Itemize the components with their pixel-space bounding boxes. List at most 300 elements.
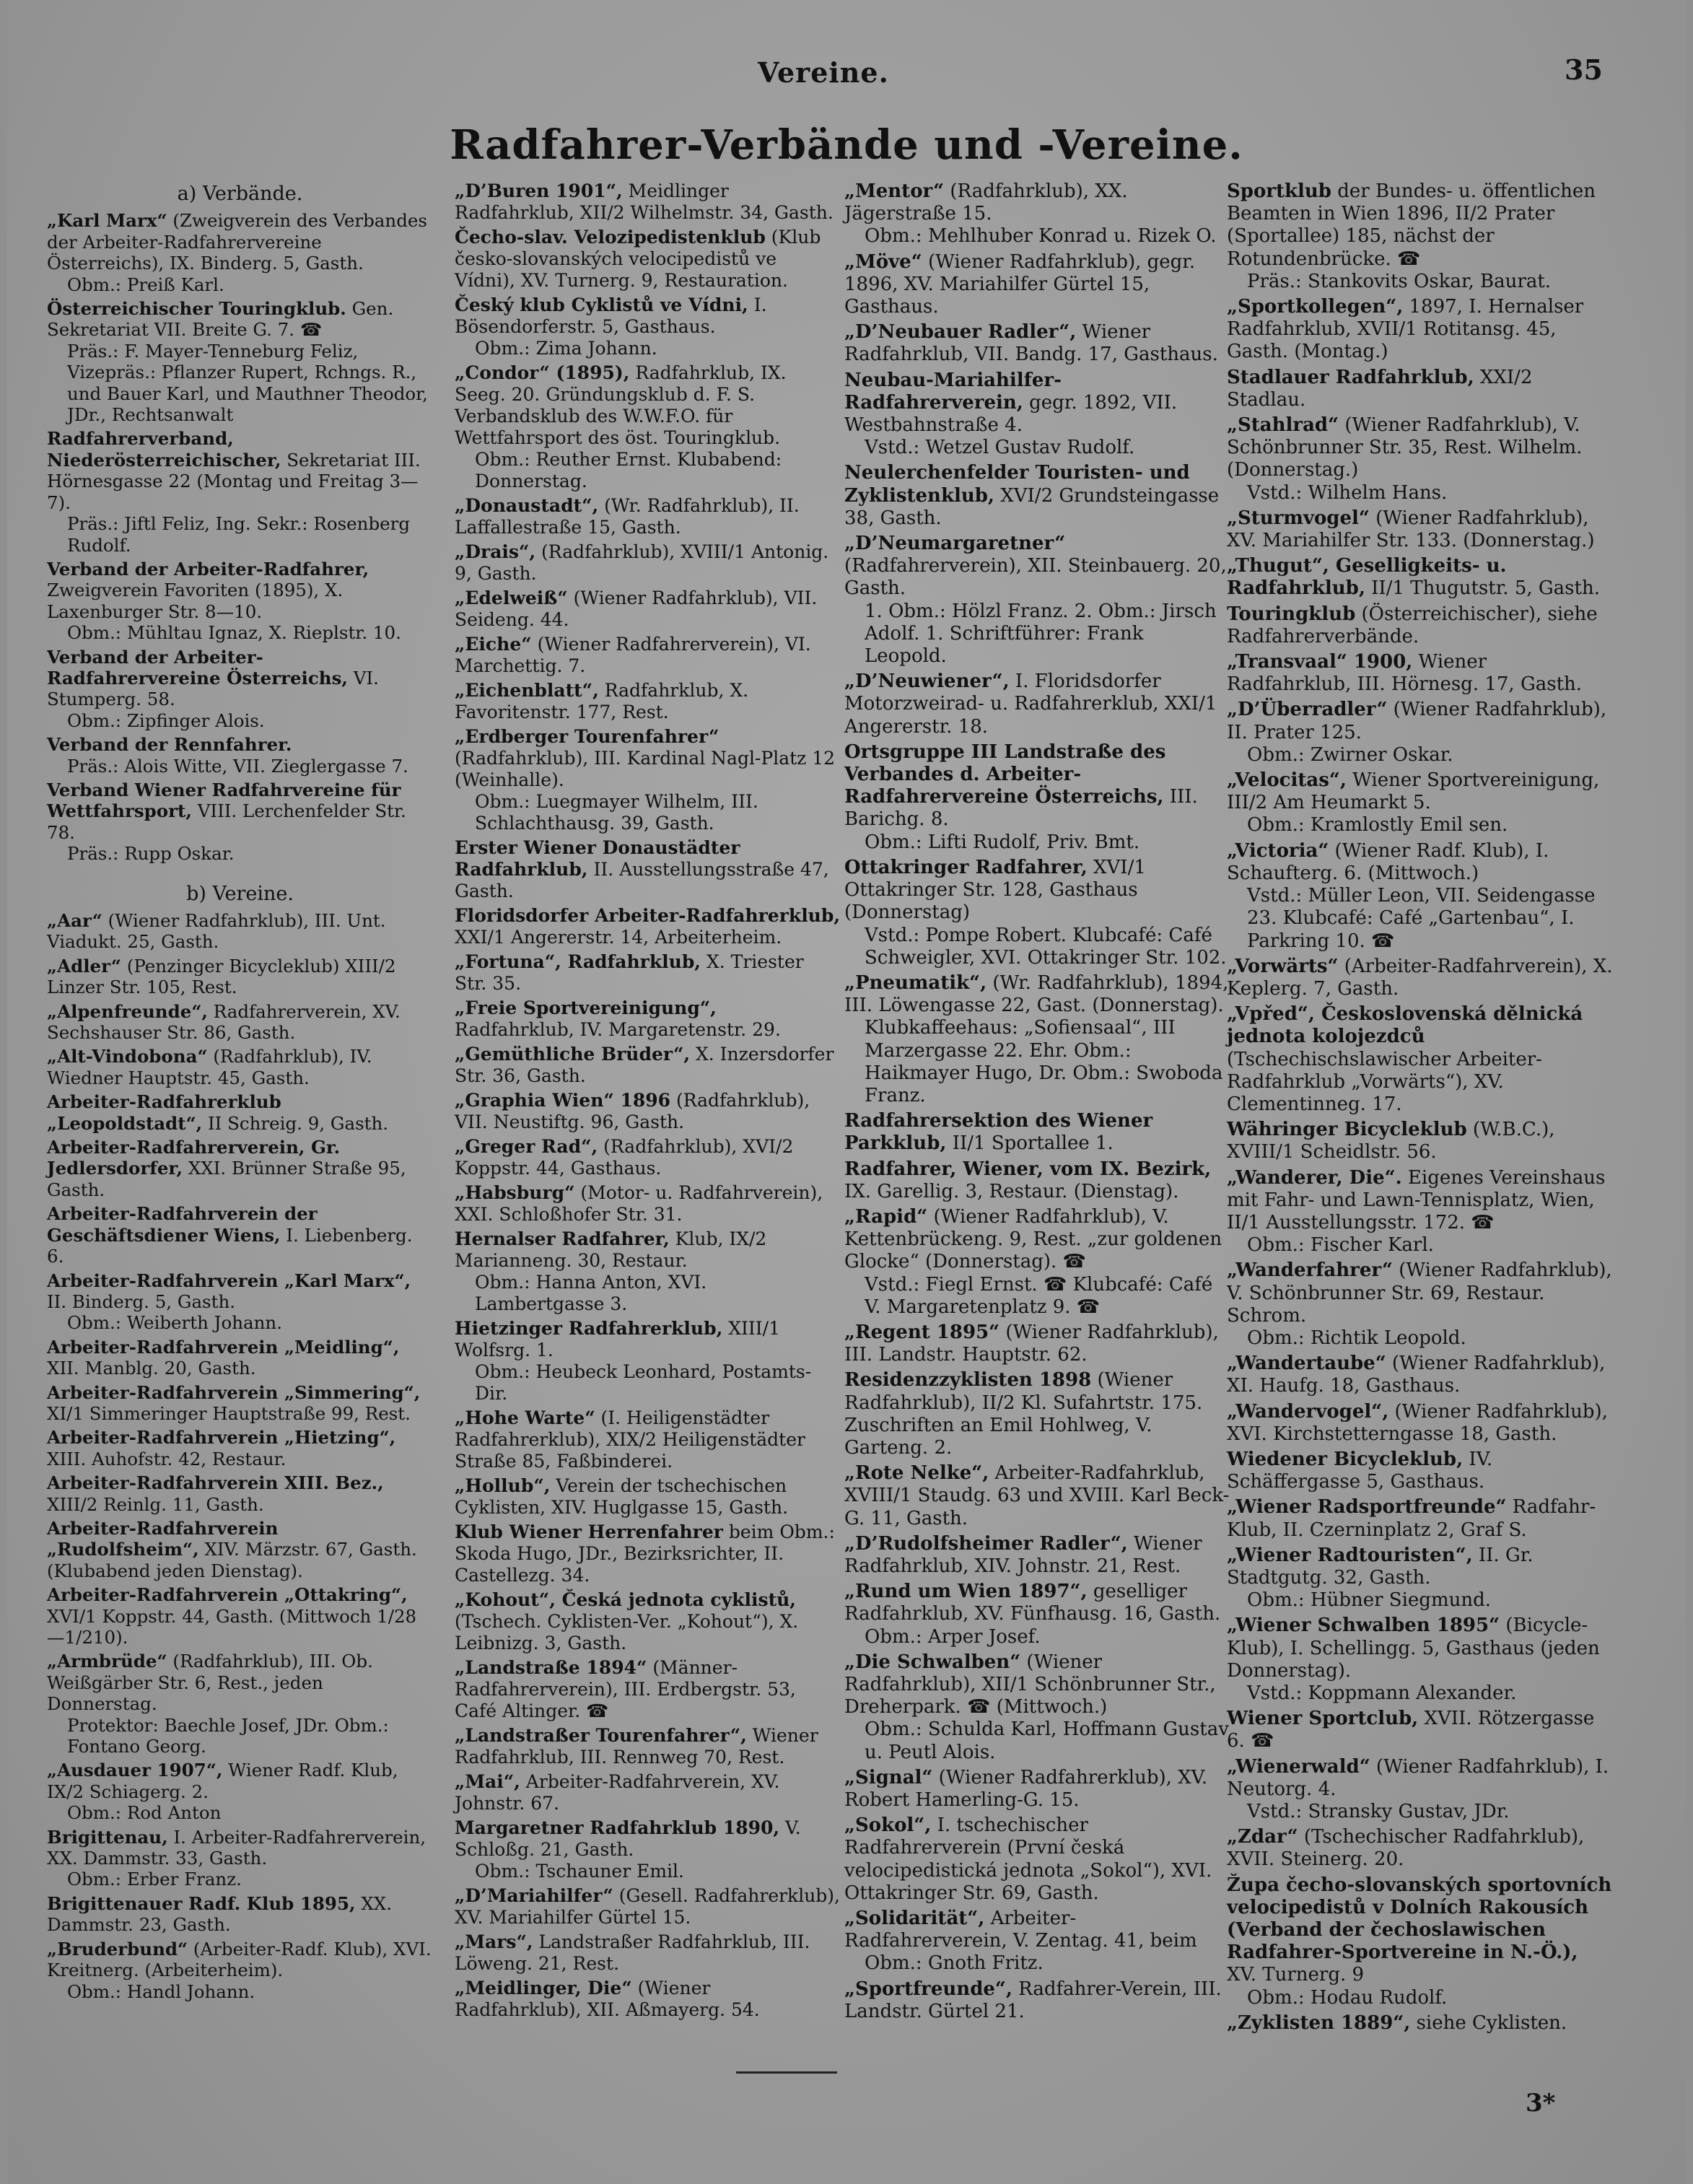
entry-address: XVI/2 Grundsteingasse 38, Gasth. xyxy=(844,484,1220,529)
directory-entry xyxy=(47,1091,433,1134)
entry-officers: Obm.: Hübner Siegmund. xyxy=(1247,1589,1491,1612)
entry-address: (Wiener Radfahrklub), gegr. 1896, XV. Mariahilfer Gürtel 15, Gasthaus. xyxy=(844,250,1196,318)
entry-address: Eigenes Vereinshaus mit Fahr- und Lawn-Tennisplatz, Wien, II/1 Ausstellungsstr. 172. ☎ xyxy=(1227,1166,1606,1233)
entry-name: Radfahrersektion des Wiener Parkklub, xyxy=(844,1110,1153,1155)
directory-entry xyxy=(455,1090,841,1133)
directory-entry xyxy=(455,1931,841,1975)
directory-entry xyxy=(844,1206,1230,1319)
running-header xyxy=(7,53,1686,92)
directory-entry xyxy=(1227,1826,1613,1871)
entry-name: „Velocitas“, xyxy=(1227,769,1347,792)
entry-name: „Victoria“ xyxy=(1227,839,1329,862)
entry-officers: Vstd.: Fiegl Ernst. ☎ Klubcafé: Café V. Margaretenplatz 9. ☎ xyxy=(865,1273,1213,1318)
directory-entry xyxy=(1227,1496,1613,1541)
entry-name: Župa čecho-slovanských sportovních velocipedistů v Dolních Rakousích (Verband der čechoslawischen Radfahrer-Sportvereine in N.-Ö.), xyxy=(1227,1874,1612,1964)
entry-name: „Pneumatik“, xyxy=(844,971,987,994)
directory-entry xyxy=(455,1885,841,1929)
directory-entry xyxy=(47,210,433,295)
entry-address: X. Triester Str. 35. xyxy=(455,951,804,994)
entry-name: Stadlauer Radfahrklub, xyxy=(1227,366,1474,388)
entry-address: Landstraßer Radfahrklub, III. Löweng. 21, Rest. xyxy=(455,1931,810,1974)
section-title: Vereine. xyxy=(758,56,889,89)
entry-officers: Obm.: Weiberth Johann. xyxy=(67,1312,282,1334)
directory-entry xyxy=(844,1978,1230,2023)
entry-address: gegr. 1892, VII. Westbahnstraße 4. xyxy=(844,391,1178,437)
entry-name: Verband der Arbeiter-Radfahrer, xyxy=(47,558,369,580)
entry-address: Zweigverein Favoriten (1895), X. Laxenburger Str. 8—10. xyxy=(47,580,344,622)
entry-name: „D’Rudolfsheimer Radler“, xyxy=(844,1532,1128,1555)
entry-officers: Obm.: Hodau Rudolf. xyxy=(1247,1986,1448,2009)
directory-entry xyxy=(1227,1708,1613,1752)
entry-address: (Wr. Radfahrklub), II. Laffallestraße 15, Gasth. xyxy=(455,495,800,538)
directory-entry xyxy=(455,1182,841,1226)
directory-entry xyxy=(455,541,841,585)
entry-address: (Wiener Radfahrklub), II/2 Kl. Sufahrtstr. 175. Zuschriften an Emil Hohlweg, V. Garteng. 2. xyxy=(844,1369,1203,1459)
entry-name: Brigittenauer Radf. Klub 1895, xyxy=(47,1892,356,1914)
entry-officers: Vstd.: Stransky Gustav, JDr. xyxy=(1247,1801,1510,1823)
directory-entry xyxy=(455,1318,841,1405)
directory-entry xyxy=(455,1817,841,1882)
directory-entry xyxy=(1227,296,1613,364)
entry-address: Arbeiter-Radfahrklub, XVIII/1 Staudg. 63 und XVIII. Karl Beck-G. 11, Gasth. xyxy=(844,1462,1230,1529)
entry-address: (Radfahrklub), III. Kardinal Nagl-Platz 12 (Weinhalle). xyxy=(455,748,836,790)
directory-entry xyxy=(455,294,841,359)
entry-name: „Stahlrad“ xyxy=(1227,414,1339,437)
entry-name: „D’Neumargaretner“ xyxy=(844,533,1066,555)
entry-name: „Karl Marx“ xyxy=(47,210,167,232)
entry-address: (Motor- u. Radfahrverein), XXI. Schloßhofer Str. 31. xyxy=(455,1182,823,1225)
entry-name: Margaretner Radfahrklub 1890, xyxy=(455,1817,780,1838)
entry-name: Český klub Cyklistů ve Vídni, xyxy=(455,294,748,315)
entry-name: „Fortuna“, Radfahrklub, xyxy=(455,951,701,972)
directory-entry xyxy=(455,1589,841,1654)
entry-name: Erster Wiener Donaustädter Radfahrklub, xyxy=(455,837,740,880)
subheading-verbaende: a) Verbände. xyxy=(177,183,303,205)
entry-address: (Radfahrklub), IV. Wiedner Hauptstr. 45, Gasth. xyxy=(47,1046,372,1088)
entry-address: Klub, IX/2 Marianneng. 30, Restaur. xyxy=(455,1228,767,1271)
entry-name: „Meidlinger, Die“ xyxy=(455,1978,632,1999)
entry-address: I. tschechischer Radfahrerverein (První česká velocipedistická jednota „Sokol“), XVI. Ottakringer Str. 69, Gasth. xyxy=(844,1814,1212,1904)
entry-name: „Transvaal“ 1900, xyxy=(1227,651,1413,673)
footer-rule xyxy=(736,2071,837,2074)
directory-entry xyxy=(844,1369,1230,1459)
entry-address: (Wiener Radfahrklub), XV. Mariahilfer Str. 133. (Donnerstag.) xyxy=(1227,507,1595,552)
entry-name: „Mentor“ xyxy=(844,180,945,202)
entry-name: „Rapid“ xyxy=(844,1205,928,1228)
entry-name: „Thugut“, Geselligkeits- u. Radfahrklub, xyxy=(1227,555,1507,600)
entry-officers: Obm.: Erber Franz. xyxy=(67,1869,242,1890)
entry-name: „Hollub“, xyxy=(455,1475,551,1496)
directory-entry xyxy=(1227,1545,1613,1612)
entry-name: „Die Schwalben“ xyxy=(844,1651,1021,1673)
entry-name: „Signal“ xyxy=(844,1766,933,1788)
entry-name: „Rund um Wien 1897“, xyxy=(844,1581,1088,1603)
directory-entry xyxy=(47,1893,433,1936)
entry-address: Gen. Sekretariat VII. Breite G. 7. ☎ xyxy=(47,298,394,341)
directory-entry xyxy=(455,1136,841,1179)
entry-address: (Wiener Radfahrerverein), VI. Marchettig. 7. xyxy=(455,634,811,676)
entry-name: „Condor“ (1895), xyxy=(455,362,630,383)
entry-name: Klub Wiener Herrenfahrer xyxy=(455,1521,723,1542)
entry-address: I. Liebenberg. 6. xyxy=(47,1224,413,1267)
entry-name: Verband der Arbeiter-Radfahrervereine Österreichs, xyxy=(47,646,348,689)
entry-name: „Graphia Wien“ 1896 xyxy=(455,1090,671,1111)
directory-entry xyxy=(844,741,1230,854)
directory-entry xyxy=(455,1725,841,1768)
directory-entry xyxy=(1227,956,1613,1000)
entry-name: „D’Überradler“ xyxy=(1227,699,1388,721)
entry-address: (Wiener Radfahrerklub), XV. Robert Hamerling-G. 15. xyxy=(844,1766,1208,1812)
directory-entry xyxy=(455,1978,841,2021)
entry-officers: Obm.: Tschauner Emil. xyxy=(475,1861,685,1882)
entry-name: „Sportfreunde“, xyxy=(844,1978,1012,2000)
entry-address: XVII. Rötzergasse 6. ☎ xyxy=(1227,1708,1595,1752)
entry-name: „Solidarität“, xyxy=(844,1908,985,1930)
entry-address: I. Bösendorferstr. 5, Gasthaus. xyxy=(455,294,767,337)
entry-name: Residenzzyklisten 1898 xyxy=(844,1369,1092,1392)
entry-address: (Wiener Radf. Klub), I. Schaufterg. 6. (Mittwoch.) xyxy=(1227,839,1549,884)
entry-name: Hernalser Radfahrer, xyxy=(455,1228,670,1249)
entry-address: XIII/2 Reinlg. 11, Gasth. xyxy=(47,1493,264,1515)
entry-address: (Wiener Radfahrklub), VII. Seideng. 44. xyxy=(455,588,818,630)
entry-address: III. Barichg. 8. xyxy=(844,786,1198,831)
entry-name: „Bruderbund“ xyxy=(47,1938,188,1960)
entry-address: XIII/1 Wolfsrg. 1. xyxy=(455,1318,780,1360)
entry-address: der Bundes- u. öffentlichen Beamten in Wien 1896, II/2 Prater (Sportallee) 185, nächst der Rotundenbrücke. ☎ xyxy=(1227,180,1596,270)
entry-name: Arbeiter-Radfahrerklub „Leopoldstadt“, xyxy=(47,1091,281,1134)
directory-entry xyxy=(47,1651,433,1757)
directory-entry xyxy=(844,1322,1230,1366)
entry-address: Radfahr-Klub, II. Czerninplatz 2, Graf S. xyxy=(1227,1496,1596,1541)
entry-name: „Landstraßer Tourenfahrer“, xyxy=(455,1725,747,1746)
entry-address: (I. Heiligenstädter Radfahrerklub), XIX/2 Heiligenstädter Straße 85, Faßbinderei. xyxy=(455,1407,805,1472)
directory-entry xyxy=(1227,1615,1613,1705)
entry-address: XX. Dammstr. 23, Gasth. xyxy=(47,1892,393,1936)
directory-entry xyxy=(47,1584,433,1648)
entry-address: (Wiener Radfahrklub), III. Unt. Viadukt. 25, Gasth. xyxy=(47,910,386,953)
entry-address: 1897, I. Hernalser Radfahrklub, XVII/1 Rotitansg. 45, Gasth. (Montag.) xyxy=(1227,296,1584,363)
entry-address: (Wiener Radfahrklub), XII. Aßmayerg. 54. xyxy=(455,1978,760,2020)
entry-address: Sekretariat III. Hörnesgasse 22 (Montag und Freitag 3—7). xyxy=(47,449,421,513)
directory-entry xyxy=(1227,2012,1613,2035)
entry-address: (Radfahrklub), XVIII/1 Antonig. 9, Gasth. xyxy=(455,541,829,584)
entry-address: XXI. Brünner Straße 95, Gasth. xyxy=(47,1158,406,1200)
entry-name: „Kohout“, Česká jednota cyklistů, xyxy=(455,1589,796,1610)
directory-entry xyxy=(47,428,433,555)
directory-entry xyxy=(455,1044,841,1087)
entry-officers: Obm.: Gnoth Fritz. xyxy=(865,1952,1044,1975)
directory-entry xyxy=(844,1767,1230,1812)
entry-address: Wiener Radfahrklub, III. Rennweg 70, Rest. xyxy=(455,1725,818,1768)
directory-entry xyxy=(1227,1003,1613,1116)
entry-officers: Klubkaffeehaus: „Sofiensaal“, III Marzergasse 22. Ehr. Obm.: Haikmayer Hugo, Dr. Obm.: Swoboda Franz. xyxy=(865,1017,1223,1106)
directory-entry xyxy=(844,1533,1230,1578)
entry-name: Ortsgruppe III Landstraße des Verbandes d. Arbeiter-Radfahrervereine Österreichs, xyxy=(844,741,1166,808)
directory-entry xyxy=(47,1137,433,1200)
directory-entry xyxy=(47,1939,433,2002)
entry-address: (Wiener Radfahrklub), II. Prater 125. xyxy=(1227,699,1607,743)
entry-address: Arbeiter-Radfahrerverein, V. Zentag. 41, beim xyxy=(844,1908,1197,1952)
entry-name: Touringklub xyxy=(1227,603,1356,625)
entry-name: „Möve“ xyxy=(844,250,922,273)
entry-address: V. Schloßg. 21, Gasth. xyxy=(455,1817,801,1860)
entry-list xyxy=(47,210,433,864)
entry-name: „Ausdauer 1907“, xyxy=(47,1760,223,1781)
entry-officers: Obm.: Hanna Anton, XVI. Lambertgasse 3. xyxy=(475,1272,707,1314)
entry-address: (Männer-Radfahrerverein), III. Erdbergstr. 53, Café Altinger. ☎ xyxy=(455,1657,796,1721)
entry-officers: Vstd.: Müller Leon, VII. Seidengasse 23. Klubcafé: Café „Gartenbau“, I. Parkring 10. ☎ xyxy=(1247,885,1596,952)
directory-entry xyxy=(455,227,841,292)
entry-address: II Schreig. 9, Gasth. xyxy=(202,1112,389,1134)
page-title: Radfahrer-Verbände und -Vereine. xyxy=(450,121,1243,169)
entry-officers: Obm.: Zima Johann. xyxy=(475,338,657,359)
entry-address: (Radfahrklub), III. Ob. Weißgärber Str. 6, Rest., jeden Donnerstag. xyxy=(47,1651,373,1715)
entry-name: „Adler“ xyxy=(47,955,122,977)
entry-name: „Regent 1895“ xyxy=(844,1321,1000,1343)
entry-officers: Obm.: Zipfinger Alois. xyxy=(67,709,265,731)
entry-address: (Tschechischslawischer Arbeiter-Radfahrklub „Vorwärts“), XV. Clementinneg. 17. xyxy=(1227,1048,1542,1115)
entry-name: Ottakringer Radfahrer, xyxy=(844,856,1088,878)
directory-entry xyxy=(455,1521,841,1586)
directory-entry xyxy=(1227,1401,1613,1446)
entry-name: „D’Mariahilfer“ xyxy=(455,1885,613,1906)
directory-entry xyxy=(844,1814,1230,1905)
entry-address: Wiener Radfahrklub, XIV. Johnstr. 21, Rest. xyxy=(844,1532,1202,1577)
entry-address: (Bicycle-Klub), I. Schellingg. 5, Gasthaus (jeden Donnerstag). xyxy=(1227,1615,1600,1682)
entry-officers: Obm.: Luegmayer Wilhelm, III. Schlachthausg. 39, Gasth. xyxy=(475,791,758,834)
entry-address: (Tschech. Cyklisten-Ver. „Kohout“), X. Leibnizg. 3, Gasth. xyxy=(455,1611,799,1654)
entry-name: Arbeiter-Radfahrverein XIII. Bez., xyxy=(47,1472,384,1494)
entry-officers: Vstd.: Wetzel Gustav Rudolf. xyxy=(865,437,1135,459)
entry-address: Radfahrklub, IV. Margaretenstr. 29. xyxy=(455,1019,781,1040)
entry-address: IX. Garellig. 3, Restaur. (Dienstag). xyxy=(844,1180,1179,1202)
entry-officers: Obm.: Kramlostly Emil sen. xyxy=(1247,814,1508,837)
directory-entry xyxy=(455,180,841,224)
directory-entry xyxy=(47,1337,433,1379)
directory-entry xyxy=(455,997,841,1041)
directory-entry xyxy=(47,1001,433,1044)
entry-officers: Präs.: Stankovits Oskar, Baurat. xyxy=(1247,270,1552,292)
directory-entry xyxy=(455,634,841,677)
entry-name: Wiener Sportclub, xyxy=(1227,1708,1419,1730)
entry-name: Neubau-Mariahilfer-Radfahrerverein, xyxy=(844,369,1062,414)
entry-address: (Radfahrklub), XX. Jägerstraße 15. xyxy=(844,180,1128,225)
entry-address: Wiener Radfahrklub, VII. Bandg. 17, Gasthaus. xyxy=(844,321,1218,366)
directory-entry xyxy=(47,1827,433,1890)
entry-name: „Mai“, xyxy=(455,1771,520,1792)
directory-entry xyxy=(455,837,841,902)
directory-entry xyxy=(47,1760,433,1823)
column-1 xyxy=(47,180,433,2005)
entry-list xyxy=(47,910,433,2002)
directory-entry xyxy=(455,588,841,631)
directory-entry xyxy=(1227,1756,1613,1824)
entry-name: Verband der Rennfahrer. xyxy=(47,734,292,756)
entry-address: (Wr. Radfahrklub), 1894, III. Löwengasse 22, Gast. (Donnerstag). xyxy=(844,971,1229,1017)
entry-address: (Radfahrklub), VII. Neustiftg. 96, Gasth. xyxy=(455,1090,810,1132)
entry-name: „Vpřed“, Československá dělnická jednota kolojezdců xyxy=(1227,1003,1583,1048)
entry-address: Radfahrklub, IX. Seeg. 20. Gründungsklub d. F. S. Verbandsklub des W.W.F.O. für Wettfahrsport des öst. Touringklub. xyxy=(455,362,787,448)
entry-name: „Edelweiß“ xyxy=(455,588,568,608)
entry-address: Meidlinger Radfahrklub, XII/2 Wilhelmstr. 34, Gasth. xyxy=(455,180,834,223)
entry-name: „Landstraße 1894“ xyxy=(455,1657,647,1678)
directory-entry xyxy=(455,1228,841,1315)
entry-officers: Obm.: Reuther Ernst. Klubabend: Donnerstag. xyxy=(475,449,782,492)
directory-entry xyxy=(1227,1874,1613,2009)
entry-address: (Tschechischer Radfahrklub), XVII. Steinerg. 20. xyxy=(1227,1826,1585,1871)
directory-entry xyxy=(1227,699,1613,766)
directory-entry xyxy=(455,1657,841,1722)
entry-address: (Österreichischer), siehe Radfahrerverbände. xyxy=(1227,603,1598,647)
directory-entry xyxy=(1227,1353,1613,1397)
entry-name: Brigittenau, xyxy=(47,1826,168,1848)
entry-address: X. Inzersdorfer Str. 36, Gasth. xyxy=(455,1044,834,1086)
entry-address: XXI/2 Stadlau. xyxy=(1227,366,1533,411)
entry-officers: 1. Obm.: Hölzl Franz. 2. Obm.: Jirsch Adolf. 1. Schriftführer: Frank Leopold. xyxy=(865,600,1217,668)
directory-entry xyxy=(47,559,433,644)
directory-entry xyxy=(844,321,1230,366)
entry-address: XXI/1 Angererstr. 14, Arbeiterheim. xyxy=(455,927,782,948)
directory-entry xyxy=(47,910,433,953)
directory-entry xyxy=(47,779,433,865)
entry-officers: Präs.: F. Mayer-Tenneburg Feliz, Vizepräs.: Pflanzer Rupert, Rchngs. R., und Bauer Karl, und Mauthner Theodor, JDr., Rechtsanwalt xyxy=(67,340,428,426)
entry-address: XIII. Auhofstr. 42, Restaur. xyxy=(47,1448,286,1469)
entry-address: Wiener Radfahrklub, III. Hörnesg. 17, Gasth. xyxy=(1227,651,1583,696)
entry-officers: Obm.: Lifti Rudolf, Priv. Bmt. xyxy=(865,831,1140,853)
entry-name: „D’Buren 1901“, xyxy=(455,180,623,201)
entry-name: Arbeiter-Radfahrverein „Ottakring“, xyxy=(47,1584,408,1606)
entry-officers: Obm.: Rod Anton xyxy=(67,1802,222,1824)
directory-entry xyxy=(844,857,1230,969)
entry-name: „Hohe Warte“ xyxy=(455,1407,595,1428)
directory-entry xyxy=(844,972,1230,1107)
entry-name: „Wandervogel“, xyxy=(1227,1400,1389,1423)
entry-address: (Wiener Radfahrklub), V. Schönbrunner Str. 35, Rest. Wilhelm. (Donnerstag.) xyxy=(1227,414,1583,481)
entry-address: XI/1 Simmeringer Hauptstraße 99, Rest. xyxy=(47,1402,411,1424)
entry-address: VIII. Lerchenfelder Str. 78. xyxy=(47,800,406,843)
entry-name: Währinger Bicycleklub xyxy=(1227,1119,1467,1141)
entry-name: Hietzinger Radfahrerklub, xyxy=(455,1318,723,1339)
directory-entry xyxy=(47,1382,433,1425)
entry-name: „Wiener Radtouristen“, xyxy=(1227,1544,1473,1566)
entry-address: XVI/1 Koppstr. 44, Gasth. (Mittwoch 1/28—1/210). xyxy=(47,1605,417,1648)
directory-entry xyxy=(47,956,433,998)
entry-address: II. Gr. Stadtgutg. 32, Gasth. xyxy=(1227,1544,1534,1589)
directory-entry xyxy=(455,1771,841,1814)
entry-name: „Sturmvogel“ xyxy=(1227,507,1370,529)
entry-name: „Zyklisten 1889“, xyxy=(1227,2012,1411,2034)
entry-name: Arbeiter-Radfahrverein „Meidling“, xyxy=(47,1336,400,1358)
directory-entry xyxy=(1227,367,1613,411)
entry-name: „Eichenblatt“, xyxy=(455,680,599,701)
entry-address: (Wiener Radfahrklub), XI. Haufg. 18, Gasthaus. xyxy=(1227,1353,1606,1397)
entry-address: (Wiener Radfahrklub), V. Kettenbrückeng. 9, Rest. „zur goldenen Glocke“ (Donnerstag). ☎ xyxy=(844,1205,1222,1273)
directory-entry xyxy=(455,680,841,723)
directory-entry xyxy=(1227,1449,1613,1493)
entry-address: I. Arbeiter-Radfahrerverein, XX. Dammstr. 33, Gasth. xyxy=(47,1826,426,1869)
entry-name: „Donaustadt“, xyxy=(455,495,599,516)
directory-entry xyxy=(1227,555,1613,600)
directory-entry xyxy=(844,370,1230,460)
entry-address: (Arbeiter-Radf. Klub), XVI. Kreitnerg. (Arbeiterheim). xyxy=(47,1938,432,1981)
entry-name: Sportklub xyxy=(1227,180,1331,202)
entry-address: II/1 Thugutstr. 5, Gasth. xyxy=(1365,577,1600,600)
directory-entry xyxy=(1227,1259,1613,1350)
entry-address: (Arbeiter-Radfahrverein), X. Keplerg. 7, Gasth. xyxy=(1227,955,1613,1000)
directory-entry xyxy=(844,671,1230,738)
entry-address: (Gesell. Radfahrerklub), XV. Mariahilfer Gürtel 15. xyxy=(455,1885,840,1928)
column-2 xyxy=(455,180,841,2024)
entry-address: (Radfahrklub), XVI/2 Koppstr. 44, Gasthaus. xyxy=(455,1136,794,1179)
entry-address: II. Ausstellungsstraße 47, Gasth. xyxy=(455,859,829,901)
entry-address: (Wiener Radfahrklub), XVI. Kirchstetterngasse 18, Gasth. xyxy=(1227,1400,1608,1445)
entry-address: (Penzinger Bicycleklub) XIII/2 Linzer Str. 105, Rest. xyxy=(47,955,396,998)
entry-officers: Obm.: Fischer Karl. xyxy=(1247,1234,1434,1257)
directory-entry xyxy=(1227,180,1613,293)
entry-address: (Wiener Radfahrklub), XII/1 Schönbrunner Str., Dreherpark. ☎ (Mittwoch.) xyxy=(844,1651,1216,1718)
entry-name: „Rote Nelke“, xyxy=(844,1462,989,1485)
directory-entry xyxy=(844,462,1230,530)
directory-entry xyxy=(47,647,433,732)
entry-address: siehe Cyklisten. xyxy=(1410,2012,1567,2034)
directory-entry xyxy=(47,1472,433,1515)
directory-entry xyxy=(47,1203,433,1267)
entry-name: „Drais“, xyxy=(455,541,536,562)
entry-address: Arbeiter-Radfahrverein, XV. Johnstr. 67. xyxy=(455,1771,780,1814)
entry-address: Verein der tschechischen Cyklisten, XIV. Huglgasse 15, Gasth. xyxy=(455,1475,789,1518)
entry-name: „Wanderfahrer“ xyxy=(1227,1259,1393,1282)
entry-officers: Vstd.: Pompe Robert. Klubcafé: Café Schweigler, XVI. Ottakringer Str. 102. xyxy=(865,924,1227,969)
entry-officers: Obm.: Heubeck Leonhard, Postamts-Dir. xyxy=(475,1361,812,1404)
entry-name: „Wanderer, Die“. xyxy=(1227,1166,1402,1189)
entry-name: „Vorwärts“ xyxy=(1227,955,1339,977)
directory-entry xyxy=(455,726,841,834)
entry-name: „Armbrüde“ xyxy=(47,1651,167,1672)
entry-officers: Vstd.: Koppmann Alexander. xyxy=(1247,1682,1517,1704)
column-4 xyxy=(1227,180,1613,2037)
entry-officers: Präs.: Alois Witte, VII. Zieglergasse 7. xyxy=(67,755,408,777)
directory-entry xyxy=(844,251,1230,319)
directory-page xyxy=(7,0,1686,2184)
directory-entry xyxy=(1227,414,1613,504)
entry-address: XII. Manblg. 20, Gasth. xyxy=(47,1358,256,1379)
entry-address: Radfahrerverein, XV. Sechshauser Str. 86, Gasth. xyxy=(47,1000,401,1044)
entry-name: Arbeiter-Radfahrverein „Karl Marx“, xyxy=(47,1270,411,1291)
directory-entry xyxy=(47,1427,433,1469)
directory-entry xyxy=(1227,507,1613,552)
entry-name: „Wandertaube“ xyxy=(1227,1353,1386,1375)
directory-entry xyxy=(47,734,433,777)
entry-address: beim Obm.: Skoda Hugo, JDr., Bezirksrichter, II. Castellezg. 34. xyxy=(455,1521,835,1586)
directory-entry xyxy=(47,1270,433,1334)
entry-name: Arbeiter-Radfahrverein „Simmering“, xyxy=(47,1381,421,1403)
entry-address: XV. Turnerg. 9 xyxy=(1227,1964,1365,1986)
signature-mark: 3* xyxy=(1526,2089,1556,2118)
entry-name: „Zdar“ xyxy=(1227,1826,1298,1848)
entry-officers: Protektor: Baechle Josef, JDr. Obm.: Fontano Georg. xyxy=(67,1714,389,1757)
entry-name: „Freie Sportvereinigung“, xyxy=(455,997,717,1018)
entry-officers: Obm.: Richtik Leopold. xyxy=(1247,1327,1466,1349)
entry-address: VI. Stumperg. 58. xyxy=(47,667,379,710)
directory-entry xyxy=(455,495,841,538)
entry-name: „Aar“ xyxy=(47,910,102,931)
entry-officers: Obm.: Handl Johann. xyxy=(67,1980,255,2002)
entry-name: „Erdberger Tourenfahrer“ xyxy=(455,726,719,747)
directory-entry xyxy=(455,951,841,995)
entry-name: Arbeiter-Radfahrverein „Hietzing“, xyxy=(47,1427,396,1449)
entry-address: (Zweigverein des Verbandes der Arbeiter-Radfahrervereine Österreichs), IX. Binderg. 5, Gasth. xyxy=(47,210,427,274)
entry-officers: Obm.: Mehlhuber Konrad u. Rizek O. xyxy=(865,225,1217,248)
